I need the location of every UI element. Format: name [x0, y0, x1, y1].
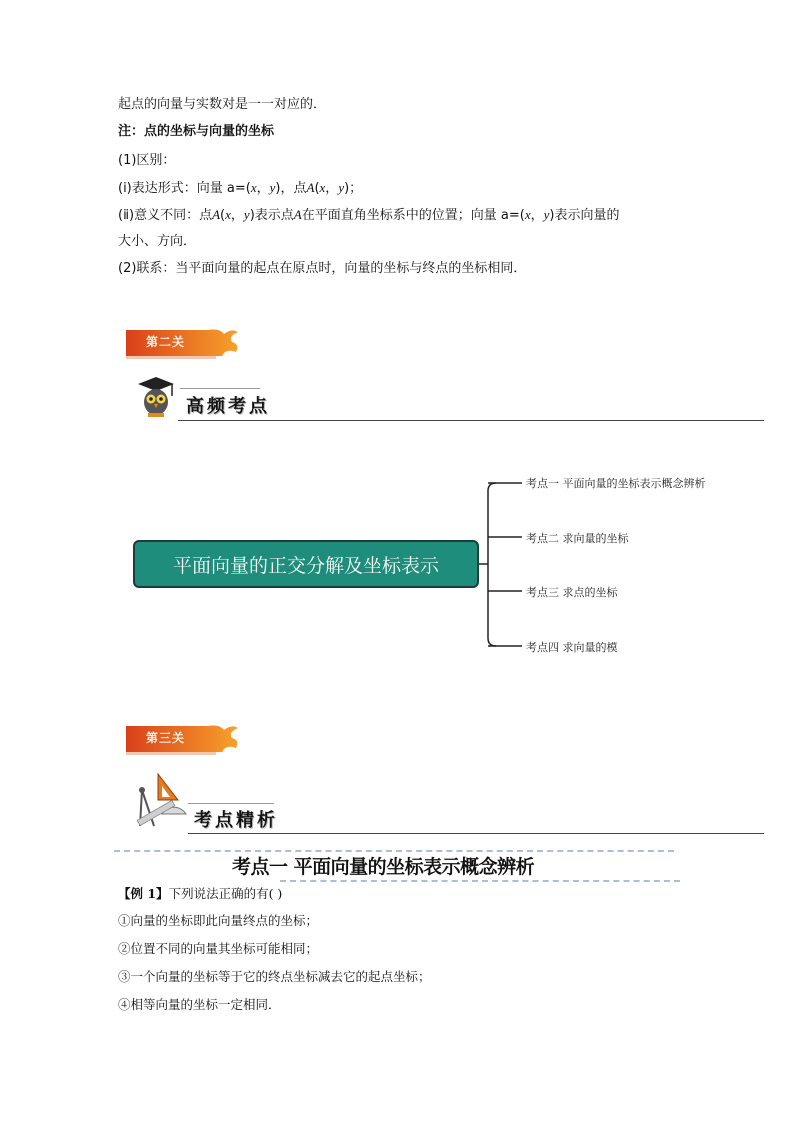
- section-rule: [178, 420, 764, 421]
- example-option: ④相等向量的坐标一定相同．: [118, 997, 281, 1012]
- section-title: 考点精析: [194, 810, 278, 831]
- mind-map-item-3: 考点三 求点的坐标: [526, 586, 618, 599]
- example-question: [118, 885, 282, 903]
- note-heading: 注：点的坐标与向量的坐标: [118, 124, 275, 139]
- dashed-divider-bottom: [280, 880, 680, 882]
- section-title: 高频考点: [186, 396, 270, 417]
- graduation-owl-icon: [132, 374, 178, 420]
- drafting-tools-icon: [132, 770, 188, 832]
- level-banner-3: [124, 722, 242, 758]
- body-text-line-7: (2)联系：当平面向量的起点在原点时，向量的坐标与终点的坐标相同．: [118, 261, 527, 276]
- section-rule-short: [188, 803, 274, 804]
- body-text-line-5: (ⅱ)意义不同：点A(x，y)表示点A在平面直角坐标系中的位置；向量 a=(x，y)表示向量的: [118, 207, 620, 223]
- body-text-line-4: (ⅰ)表达形式：向量 a=(x，y)，点A(x，y)；: [118, 180, 363, 196]
- example-option: ①向量的坐标即此向量终点的坐标；: [118, 913, 319, 928]
- banner-label: 第二关: [146, 335, 186, 349]
- mind-map-item-1: 考点一 平面向量的坐标表示概念辨析: [526, 477, 706, 490]
- body-text-line-3: (1)区别：: [118, 153, 176, 168]
- example-option: ③一个向量的坐标等于它的终点坐标减去它的起点坐标；: [118, 969, 431, 984]
- section-rule: [188, 833, 764, 834]
- mind-map-center-node: 平面向量的正交分解及坐标表示: [133, 540, 479, 588]
- example-option: ②位置不同的向量其坐标可能相同；: [118, 941, 319, 956]
- body-text-line-1: 起点的向量与实数对是一一对应的．: [118, 97, 327, 112]
- example-label: 【例 1】: [118, 886, 169, 901]
- mind-map-item-4: 考点四 求向量的模: [526, 641, 618, 654]
- level-banner-2: [124, 326, 242, 362]
- banner-label: 第三关: [146, 731, 186, 745]
- mind-map-item-2: 考点二 求向量的坐标: [526, 532, 629, 545]
- example-stem: 下列说法正确的有( ): [168, 886, 283, 901]
- section-rule-short: [180, 388, 260, 389]
- topic-heading: 考点一 平面向量的坐标表示概念辨析: [232, 856, 535, 878]
- body-text-line-6: 大小、方向．: [118, 234, 197, 249]
- mind-map-connectors: [478, 478, 528, 668]
